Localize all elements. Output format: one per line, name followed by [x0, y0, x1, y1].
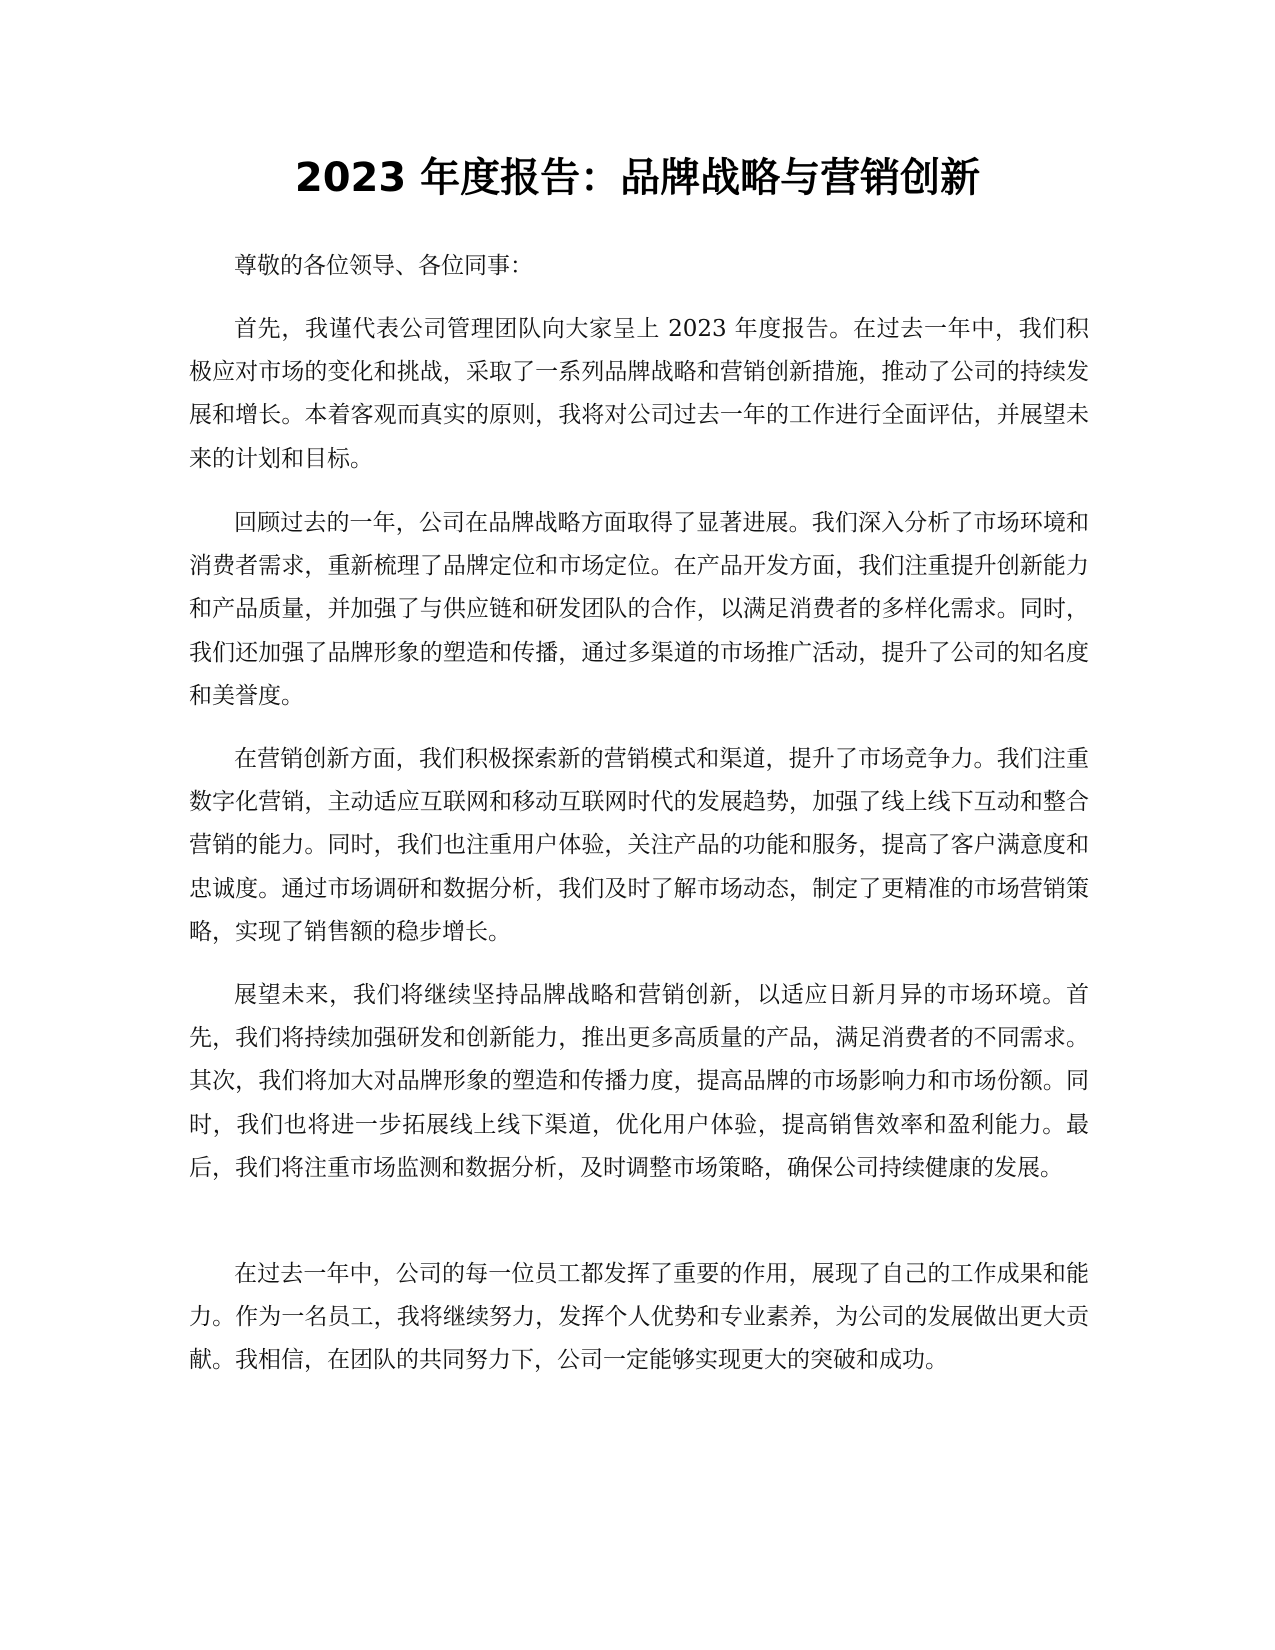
document-title: 2023 年度报告：品牌战略与营销创新 [294, 155, 981, 201]
paragraph-closing: 在过去一年中，公司的每一位员工都发挥了重要的作用，展现了自己的工作成果和能力。作为一名员工，我将继续努力，发挥个人优势和专业素养，为公司的发展做出更大贡献。我相信，在团队的共同努力下，公司一定能够实现更大的突破和成功。 [189, 1261, 1089, 1374]
paragraph-introduction: 首先，我谨代表公司管理团队向大家呈上 2023 年度报告。在过去一年中，我们积极应对市场的变化和挑战，采取了一系列品牌战略和营销创新措施，推动了公司的持续发展和增长。本着客观而真实的原则，我将对公司过去一年的工作进行全面评估，并展望未来的计划和目标。 [189, 316, 1089, 472]
greeting: 尊敬的各位领导、各位同事： [234, 253, 533, 279]
paragraph-marketing-innovation: 在营销创新方面，我们积极探索新的营销模式和渠道，提升了市场竞争力。我们注重数字化营销，主动适应互联网和移动互联网时代的发展趋势，加强了线上线下互动和整合营销的能力。同时，我们也注重用户体验，关注产品的功能和服务，提高了客户满意度和忠诚度。通过市场调研和数据分析，我们及时了解市场动态，制定了更精准的市场营销策略，实现了销售额的稳步增长。 [189, 746, 1089, 945]
paragraph-outlook: 展望未来，我们将继续坚持品牌战略和营销创新，以适应日新月异的市场环境。首先，我们将持续加强研发和创新能力，推出更多高质量的产品，满足消费者的不同需求。其次，我们将加大对品牌形象的塑造和传播力度，提高品牌的市场影响力和市场份额。同时，我们也将进一步拓展线上线下渠道，优化用户体验，提高销售效率和盈利能力。最后，我们将注重市场监测和数据分析，及时调整市场策略，确保公司持续健康的发展。 [189, 982, 1089, 1181]
paragraph-brand-strategy: 回顾过去的一年，公司在品牌战略方面取得了显著进展。我们深入分析了市场环境和消费者需求，重新梳理了品牌定位和市场定位。在产品开发方面，我们注重提升创新能力和产品质量，并加强了与供应链和研发团队的合作，以满足消费者的多样化需求。同时，我们还加强了品牌形象的塑造和传播，通过多渠道的市场推广活动，提升了公司的知名度和美誉度。 [189, 510, 1089, 709]
